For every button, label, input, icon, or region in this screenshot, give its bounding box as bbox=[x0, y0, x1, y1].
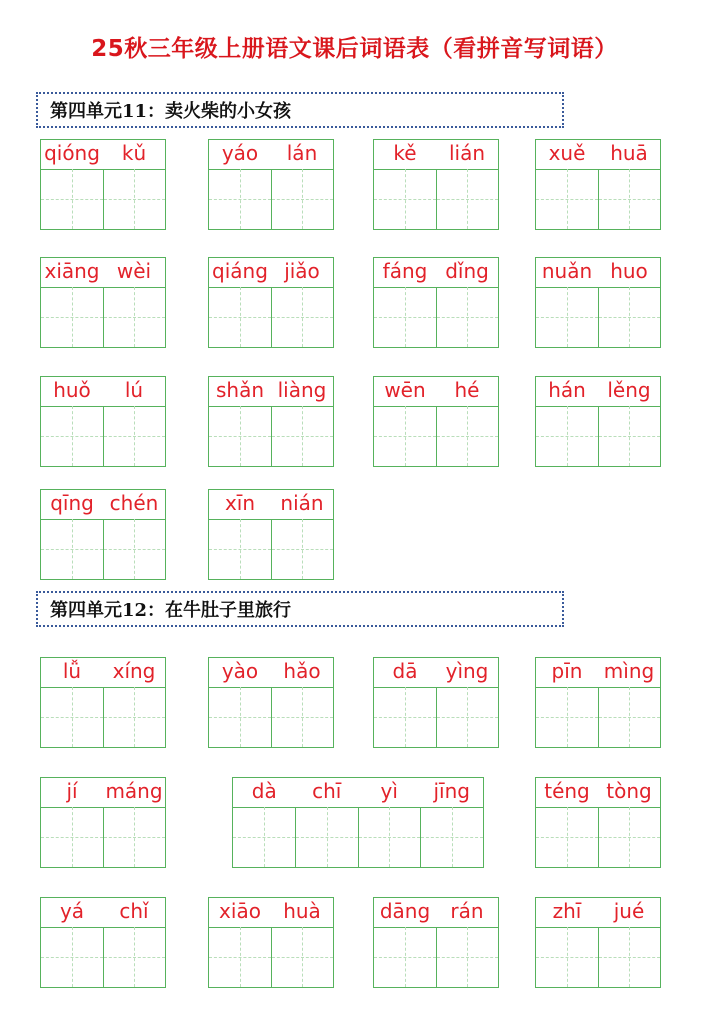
pinyin-syllable: huà bbox=[283, 899, 321, 923]
tianzige-cell[interactable] bbox=[599, 927, 661, 987]
tianzige-cell[interactable] bbox=[437, 406, 499, 466]
tianzige-cell[interactable] bbox=[272, 687, 334, 747]
tianzige-cell[interactable] bbox=[599, 406, 661, 466]
writing-grid bbox=[374, 687, 498, 747]
pinyin-syllable: zhī bbox=[552, 899, 582, 923]
pinyin-row bbox=[374, 377, 498, 407]
word-box[interactable] bbox=[40, 777, 166, 868]
pinyin-row bbox=[41, 258, 165, 288]
section-header: 第四单元12：在牛肚子里旅行 bbox=[36, 591, 564, 627]
word-box[interactable] bbox=[535, 657, 661, 748]
word-box[interactable] bbox=[373, 139, 499, 230]
pinyin-syllable: nuǎn bbox=[541, 259, 593, 283]
tianzige-cell[interactable] bbox=[104, 687, 166, 747]
word-box[interactable] bbox=[40, 657, 166, 748]
writing-grid bbox=[374, 169, 498, 229]
pinyin-syllable: qiáng bbox=[212, 259, 268, 283]
pinyin-syllable: dǐng bbox=[445, 259, 489, 283]
pinyin-row bbox=[209, 898, 333, 928]
tianzige-cell[interactable] bbox=[536, 406, 599, 466]
pinyin-syllable: chī bbox=[312, 779, 342, 803]
page-title: 25秋三年级上册语文课后词语表（看拼音写词语） bbox=[91, 36, 618, 62]
pinyin-syllable: wèi bbox=[116, 259, 152, 283]
pinyin-syllable: huo bbox=[610, 259, 648, 283]
pinyin-row bbox=[374, 898, 498, 928]
writing-grid bbox=[209, 287, 333, 347]
pinyin-syllable: fáng bbox=[382, 259, 428, 283]
word-box[interactable] bbox=[208, 376, 334, 467]
pinyin-syllable: kě bbox=[393, 141, 417, 165]
writing-grid bbox=[41, 687, 165, 747]
tianzige-cell[interactable] bbox=[437, 287, 499, 347]
tianzige-cell[interactable] bbox=[437, 169, 499, 229]
tianzige-cell[interactable] bbox=[599, 687, 661, 747]
pinyin-syllable: jué bbox=[613, 899, 645, 923]
pinyin-syllable: nián bbox=[280, 491, 324, 515]
pinyin-syllable: dà bbox=[251, 779, 277, 803]
tianzige-cell[interactable] bbox=[41, 519, 104, 579]
pinyin-syllable: rán bbox=[450, 899, 484, 923]
tianzige-cell[interactable] bbox=[209, 406, 272, 466]
tianzige-cell[interactable] bbox=[374, 287, 437, 347]
tianzige-cell[interactable] bbox=[41, 687, 104, 747]
pinyin-syllable: kǔ bbox=[121, 141, 147, 165]
writing-grid bbox=[536, 406, 660, 466]
pinyin-row bbox=[41, 898, 165, 928]
tianzige-cell[interactable] bbox=[536, 807, 599, 867]
writing-grid bbox=[41, 169, 165, 229]
word-box[interactable] bbox=[535, 139, 661, 230]
tianzige-cell[interactable] bbox=[536, 169, 599, 229]
tianzige-cell[interactable] bbox=[209, 169, 272, 229]
pinyin-syllable: xīn bbox=[224, 491, 256, 515]
tianzige-cell[interactable] bbox=[437, 687, 499, 747]
writing-grid bbox=[374, 406, 498, 466]
pinyin-syllable: lián bbox=[448, 141, 486, 165]
pinyin-row bbox=[209, 490, 333, 520]
tianzige-cell[interactable] bbox=[41, 406, 104, 466]
writing-grid bbox=[209, 169, 333, 229]
word-box[interactable] bbox=[208, 897, 334, 988]
pinyin-row bbox=[209, 658, 333, 688]
writing-grid bbox=[536, 687, 660, 747]
writing-grid bbox=[209, 687, 333, 747]
tianzige-cell[interactable] bbox=[296, 807, 359, 867]
pinyin-syllable: huǒ bbox=[53, 378, 91, 402]
writing-grid bbox=[374, 287, 498, 347]
tianzige-cell[interactable] bbox=[41, 169, 104, 229]
tianzige-cell[interactable] bbox=[536, 927, 599, 987]
tianzige-cell[interactable] bbox=[233, 807, 296, 867]
word-box[interactable] bbox=[208, 257, 334, 348]
tianzige-cell[interactable] bbox=[41, 927, 104, 987]
pinyin-row bbox=[536, 258, 660, 288]
word-box[interactable] bbox=[40, 257, 166, 348]
writing-grid bbox=[536, 287, 660, 347]
writing-grid bbox=[536, 807, 660, 867]
pinyin-syllable: chén bbox=[109, 491, 159, 515]
word-box[interactable] bbox=[373, 657, 499, 748]
writing-grid bbox=[209, 927, 333, 987]
section-header: 第四单元11：卖火柴的小女孩 bbox=[36, 92, 564, 128]
pinyin-row bbox=[536, 898, 660, 928]
writing-grid bbox=[209, 519, 333, 579]
tianzige-cell[interactable] bbox=[272, 927, 334, 987]
writing-grid bbox=[536, 927, 660, 987]
pinyin-row bbox=[374, 258, 498, 288]
pinyin-row bbox=[536, 658, 660, 688]
pinyin-row bbox=[41, 658, 165, 688]
writing-grid bbox=[233, 807, 483, 867]
writing-grid bbox=[536, 169, 660, 229]
tianzige-cell[interactable] bbox=[209, 927, 272, 987]
writing-grid bbox=[41, 519, 165, 579]
pinyin-syllable: jiǎo bbox=[284, 259, 320, 283]
word-box[interactable] bbox=[535, 257, 661, 348]
pinyin-syllable: xiāng bbox=[44, 259, 100, 283]
tianzige-cell[interactable] bbox=[104, 519, 166, 579]
pinyin-syllable: lán bbox=[286, 141, 318, 165]
pinyin-syllable: xiāo bbox=[219, 899, 261, 923]
tianzige-cell[interactable] bbox=[104, 169, 166, 229]
pinyin-syllable: pīn bbox=[551, 659, 583, 683]
word-box[interactable] bbox=[208, 489, 334, 580]
pinyin-syllable: liàng bbox=[277, 378, 327, 402]
pinyin-syllable: lěng bbox=[607, 378, 651, 402]
word-box[interactable] bbox=[373, 897, 499, 988]
word-box[interactable] bbox=[535, 897, 661, 988]
word-box[interactable] bbox=[40, 489, 166, 580]
pinyin-row bbox=[209, 140, 333, 170]
pinyin-syllable: dā bbox=[392, 659, 418, 683]
pinyin-syllable: shǎn bbox=[215, 378, 265, 402]
pinyin-syllable: lǚ bbox=[62, 659, 82, 683]
tianzige-cell[interactable] bbox=[272, 519, 334, 579]
pinyin-syllable: hán bbox=[548, 378, 586, 402]
tianzige-cell[interactable] bbox=[374, 406, 437, 466]
pinyin-row bbox=[374, 658, 498, 688]
pinyin-syllable: yì bbox=[380, 779, 398, 803]
pinyin-row bbox=[536, 778, 660, 808]
pinyin-syllable: yào bbox=[221, 659, 259, 683]
pinyin-row bbox=[536, 140, 660, 170]
word-box[interactable] bbox=[208, 657, 334, 748]
tianzige-cell[interactable] bbox=[421, 807, 483, 867]
tianzige-cell[interactable] bbox=[209, 287, 272, 347]
tianzige-cell[interactable] bbox=[209, 519, 272, 579]
pinyin-syllable: yìng bbox=[445, 659, 489, 683]
writing-grid bbox=[209, 406, 333, 466]
tianzige-cell[interactable] bbox=[209, 687, 272, 747]
word-box[interactable] bbox=[373, 376, 499, 467]
pinyin-row bbox=[41, 140, 165, 170]
pinyin-row bbox=[209, 377, 333, 407]
tianzige-cell[interactable] bbox=[104, 927, 166, 987]
pinyin-row bbox=[374, 140, 498, 170]
pinyin-syllable: mìng bbox=[603, 659, 655, 683]
pinyin-row bbox=[233, 778, 483, 808]
pinyin-syllable: dāng bbox=[379, 899, 431, 923]
tianzige-cell[interactable] bbox=[41, 807, 104, 867]
pinyin-row bbox=[536, 377, 660, 407]
pinyin-syllable: hǎo bbox=[283, 659, 321, 683]
tianzige-cell[interactable] bbox=[272, 287, 334, 347]
writing-grid bbox=[41, 406, 165, 466]
tianzige-cell[interactable] bbox=[272, 406, 334, 466]
tianzige-cell[interactable] bbox=[599, 287, 661, 347]
word-box[interactable] bbox=[40, 897, 166, 988]
pinyin-syllable: huā bbox=[610, 141, 648, 165]
tianzige-cell[interactable] bbox=[272, 169, 334, 229]
word-box[interactable] bbox=[535, 777, 661, 868]
pinyin-row bbox=[209, 258, 333, 288]
pinyin-syllable: tòng bbox=[606, 779, 652, 803]
word-box[interactable] bbox=[208, 139, 334, 230]
pinyin-syllable: jí bbox=[66, 779, 78, 803]
tianzige-cell[interactable] bbox=[104, 287, 166, 347]
pinyin-syllable: máng bbox=[105, 779, 163, 803]
writing-grid bbox=[41, 927, 165, 987]
pinyin-syllable: wēn bbox=[384, 378, 426, 402]
word-box[interactable] bbox=[535, 376, 661, 467]
tianzige-cell[interactable] bbox=[437, 927, 499, 987]
pinyin-row bbox=[41, 377, 165, 407]
tianzige-cell[interactable] bbox=[104, 406, 166, 466]
tianzige-cell[interactable] bbox=[536, 287, 599, 347]
pinyin-row bbox=[41, 490, 165, 520]
writing-grid bbox=[41, 807, 165, 867]
pinyin-syllable: chǐ bbox=[119, 899, 149, 923]
tianzige-cell[interactable] bbox=[536, 687, 599, 747]
tianzige-cell[interactable] bbox=[41, 287, 104, 347]
pinyin-syllable: xuě bbox=[548, 141, 586, 165]
pinyin-syllable: qióng bbox=[44, 141, 100, 165]
pinyin-syllable: qīng bbox=[50, 491, 94, 515]
word-box[interactable] bbox=[40, 139, 166, 230]
writing-grid bbox=[41, 287, 165, 347]
tianzige-cell[interactable] bbox=[599, 807, 661, 867]
tianzige-cell[interactable] bbox=[359, 807, 422, 867]
tianzige-cell[interactable] bbox=[599, 169, 661, 229]
word-box[interactable] bbox=[373, 257, 499, 348]
writing-grid bbox=[374, 927, 498, 987]
pinyin-syllable: xíng bbox=[112, 659, 156, 683]
pinyin-row bbox=[41, 778, 165, 808]
word-box[interactable] bbox=[232, 777, 484, 868]
tianzige-cell[interactable] bbox=[374, 169, 437, 229]
pinyin-syllable: hé bbox=[454, 378, 480, 402]
pinyin-syllable: yá bbox=[59, 899, 85, 923]
pinyin-syllable: jīng bbox=[433, 779, 470, 803]
pinyin-syllable: lú bbox=[124, 378, 144, 402]
tianzige-cell[interactable] bbox=[374, 687, 437, 747]
tianzige-cell[interactable] bbox=[104, 807, 166, 867]
word-box[interactable] bbox=[40, 376, 166, 467]
tianzige-cell[interactable] bbox=[374, 927, 437, 987]
pinyin-syllable: téng bbox=[544, 779, 590, 803]
pinyin-syllable: yáo bbox=[221, 141, 259, 165]
